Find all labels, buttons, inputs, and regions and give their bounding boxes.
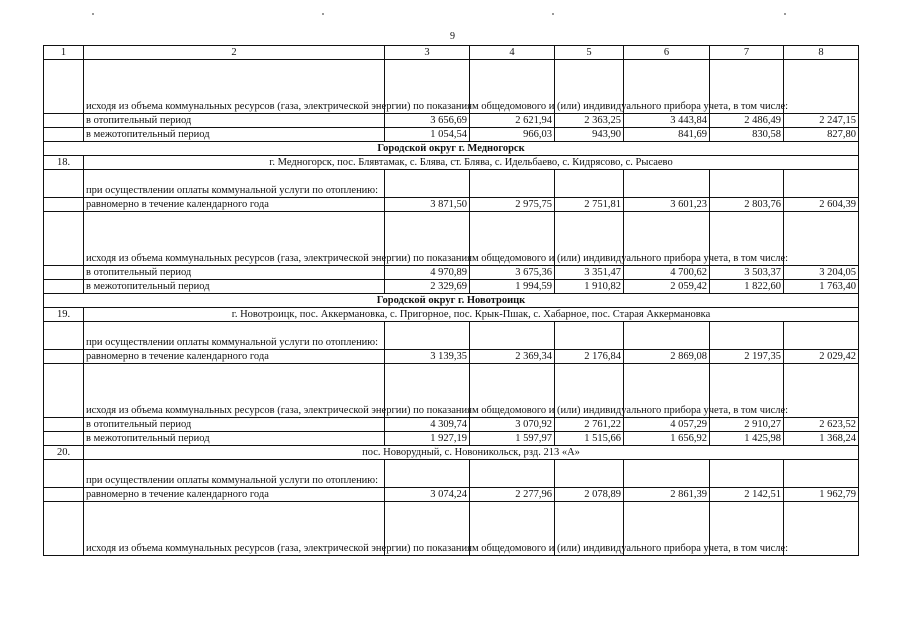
page-number: 9 <box>450 31 455 42</box>
value-cell: 1 656,92 <box>624 432 710 446</box>
locality-title: г. Медногорск, пос. Блявтамак, с. Блява, ст. Блява, с. Идельбаево, с. Кидрясово, с. Рысаево <box>84 156 859 170</box>
text-row <box>44 60 859 114</box>
value-cell: 4 700,62 <box>624 266 710 280</box>
empty-cell <box>710 170 784 198</box>
value-cell: 4 057,29 <box>624 418 710 432</box>
header-row <box>44 46 859 60</box>
value-cell: 1 368,24 <box>784 432 859 446</box>
empty-cell <box>624 170 710 198</box>
empty-cell <box>710 322 784 350</box>
row-number: 20. <box>44 446 84 460</box>
locality-row <box>44 156 859 170</box>
value-cell: 2 486,49 <box>710 114 784 128</box>
value-cell: 3 871,50 <box>385 198 470 212</box>
value-cell: 2 277,96 <box>470 488 555 502</box>
value-cell: 841,69 <box>624 128 710 142</box>
table-row <box>44 280 859 294</box>
row-number: 18. <box>44 156 84 170</box>
empty-cell <box>784 364 859 418</box>
row-number-empty <box>44 212 84 266</box>
value-cell: 2 975,75 <box>470 198 555 212</box>
row-number: 19. <box>44 308 84 322</box>
empty-cell <box>555 322 624 350</box>
section-title: Городской округ г. Медногорск <box>44 142 859 156</box>
value-cell: 966,03 <box>470 128 555 142</box>
value-cell: 2 869,08 <box>624 350 710 364</box>
scan-dot <box>92 13 94 15</box>
value-cell: 1 962,79 <box>784 488 859 502</box>
locality-title: пос. Новорудный, с. Новоникольск, рзд. 213 «А» <box>84 446 859 460</box>
header-cell: 2 <box>84 46 385 60</box>
value-cell: 1 054,54 <box>385 128 470 142</box>
scan-dot <box>784 13 786 15</box>
row-number-empty <box>44 60 84 114</box>
table-row <box>44 198 859 212</box>
row-label: в межотопительный период <box>84 280 385 294</box>
empty-cell <box>385 170 470 198</box>
value-cell: 3 074,24 <box>385 488 470 502</box>
empty-cell <box>555 170 624 198</box>
value-cell: 3 601,23 <box>624 198 710 212</box>
text-row <box>44 212 859 266</box>
row-label: равномерно в течение календарного года <box>84 488 385 502</box>
value-cell: 3 204,05 <box>784 266 859 280</box>
locality-row <box>44 308 859 322</box>
table-row <box>44 114 859 128</box>
empty-cell <box>470 460 555 488</box>
text-row <box>44 460 859 488</box>
empty-cell <box>470 170 555 198</box>
value-cell: 3 139,35 <box>385 350 470 364</box>
empty-cell <box>385 460 470 488</box>
section-row <box>44 294 859 308</box>
value-cell: 4 309,74 <box>385 418 470 432</box>
row-label: в межотопительный период <box>84 432 385 446</box>
value-cell: 2 910,27 <box>710 418 784 432</box>
value-cell: 3 351,47 <box>555 266 624 280</box>
header-cell: 6 <box>624 46 710 60</box>
empty-cell <box>710 460 784 488</box>
header-cell: 8 <box>784 46 859 60</box>
locality-row <box>44 446 859 460</box>
value-cell: 2 803,76 <box>710 198 784 212</box>
value-cell: 1 822,60 <box>710 280 784 294</box>
row-number-empty <box>44 266 84 280</box>
row-number-empty <box>44 502 84 556</box>
value-cell: 2 751,81 <box>555 198 624 212</box>
row-label: при осуществлении оплаты коммунальной услуги по отоплению: <box>84 170 385 198</box>
row-number-empty <box>44 488 84 502</box>
value-cell: 2 197,35 <box>710 350 784 364</box>
value-cell: 2 369,34 <box>470 350 555 364</box>
value-cell: 2 247,15 <box>784 114 859 128</box>
row-number-empty <box>44 280 84 294</box>
row-label: равномерно в течение календарного года <box>84 198 385 212</box>
value-cell: 4 970,89 <box>385 266 470 280</box>
empty-cell <box>624 460 710 488</box>
empty-cell <box>784 212 859 266</box>
row-number-empty <box>44 460 84 488</box>
value-cell: 2 761,22 <box>555 418 624 432</box>
row-number-empty <box>44 114 84 128</box>
row-label: исходя из объема коммунальных ресурсов (газа, электрической энергии) по показаниям общедомового и (или) индивидуального прибора учета, в том числе: <box>84 364 385 418</box>
scan-dot <box>322 13 324 15</box>
value-cell: 2 861,39 <box>624 488 710 502</box>
row-number-empty <box>44 350 84 364</box>
value-cell: 830,58 <box>710 128 784 142</box>
row-number-empty <box>44 128 84 142</box>
value-cell: 2 623,52 <box>784 418 859 432</box>
row-label: при осуществлении оплаты коммунальной услуги по отоплению: <box>84 322 385 350</box>
value-cell: 1 425,98 <box>710 432 784 446</box>
value-cell: 1 994,59 <box>470 280 555 294</box>
row-number-empty <box>44 170 84 198</box>
empty-cell <box>624 322 710 350</box>
header-cell: 4 <box>470 46 555 60</box>
text-row <box>44 502 859 556</box>
value-cell: 2 078,89 <box>555 488 624 502</box>
value-cell: 1 927,19 <box>385 432 470 446</box>
empty-cell <box>784 170 859 198</box>
tariff-table <box>43 45 859 556</box>
text-row <box>44 170 859 198</box>
table-row <box>44 432 859 446</box>
value-cell: 3 675,36 <box>470 266 555 280</box>
value-cell: 2 329,69 <box>385 280 470 294</box>
row-label: исходя из объема коммунальных ресурсов (газа, электрической энергии) по показаниям общедомового и (или) индивидуального прибора учета, в том числе: <box>84 212 385 266</box>
value-cell: 1 910,82 <box>555 280 624 294</box>
row-label: исходя из объема коммунальных ресурсов (газа, электрической энергии) по показаниям общедомового и (или) индивидуального прибора учета, в том числе: <box>84 502 385 556</box>
value-cell: 2 142,51 <box>710 488 784 502</box>
section-title: Городской округ г. Новотроицк <box>44 294 859 308</box>
row-label: в отопительный период <box>84 114 385 128</box>
header-cell: 1 <box>44 46 84 60</box>
value-cell: 1 763,40 <box>784 280 859 294</box>
table-row <box>44 350 859 364</box>
table-row <box>44 488 859 502</box>
header-cell: 3 <box>385 46 470 60</box>
value-cell: 827,80 <box>784 128 859 142</box>
header-cell: 7 <box>710 46 784 60</box>
value-cell: 3 503,37 <box>710 266 784 280</box>
empty-cell <box>385 322 470 350</box>
empty-cell <box>784 322 859 350</box>
value-cell: 2 029,42 <box>784 350 859 364</box>
table-body <box>44 46 859 556</box>
table-row <box>44 266 859 280</box>
value-cell: 2 176,84 <box>555 350 624 364</box>
value-cell: 3 070,92 <box>470 418 555 432</box>
text-row <box>44 364 859 418</box>
empty-cell <box>784 460 859 488</box>
row-label: исходя из объема коммунальных ресурсов (газа, электрической энергии) по показаниям общедомового и (или) индивидуального прибора учета, в том числе: <box>84 60 385 114</box>
value-cell: 943,90 <box>555 128 624 142</box>
row-number-empty <box>44 322 84 350</box>
text-row <box>44 322 859 350</box>
empty-cell <box>555 460 624 488</box>
empty-cell <box>784 60 859 114</box>
row-number-empty <box>44 432 84 446</box>
value-cell: 2 059,42 <box>624 280 710 294</box>
value-cell: 2 621,94 <box>470 114 555 128</box>
value-cell: 2 604,39 <box>784 198 859 212</box>
row-label: при осуществлении оплаты коммунальной услуги по отоплению: <box>84 460 385 488</box>
locality-title: г. Новотроицк, пос. Аккермановка, с. Пригорное, пос. Крык-Пшак, с. Хабарное, пос. Старая Аккермановка <box>84 308 859 322</box>
table-row <box>44 418 859 432</box>
empty-cell <box>470 322 555 350</box>
value-cell: 1 597,97 <box>470 432 555 446</box>
table-row <box>44 128 859 142</box>
value-cell: 3 443,84 <box>624 114 710 128</box>
row-label: в отопительный период <box>84 418 385 432</box>
row-label: равномерно в течение календарного года <box>84 350 385 364</box>
row-number-empty <box>44 418 84 432</box>
scan-dot <box>552 13 554 15</box>
header-cell: 5 <box>555 46 624 60</box>
value-cell: 1 515,66 <box>555 432 624 446</box>
section-row <box>44 142 859 156</box>
row-label: в отопительный период <box>84 266 385 280</box>
row-number-empty <box>44 364 84 418</box>
row-number-empty <box>44 198 84 212</box>
empty-cell <box>784 502 859 556</box>
value-cell: 2 363,25 <box>555 114 624 128</box>
value-cell: 3 656,69 <box>385 114 470 128</box>
row-label: в межотопительный период <box>84 128 385 142</box>
